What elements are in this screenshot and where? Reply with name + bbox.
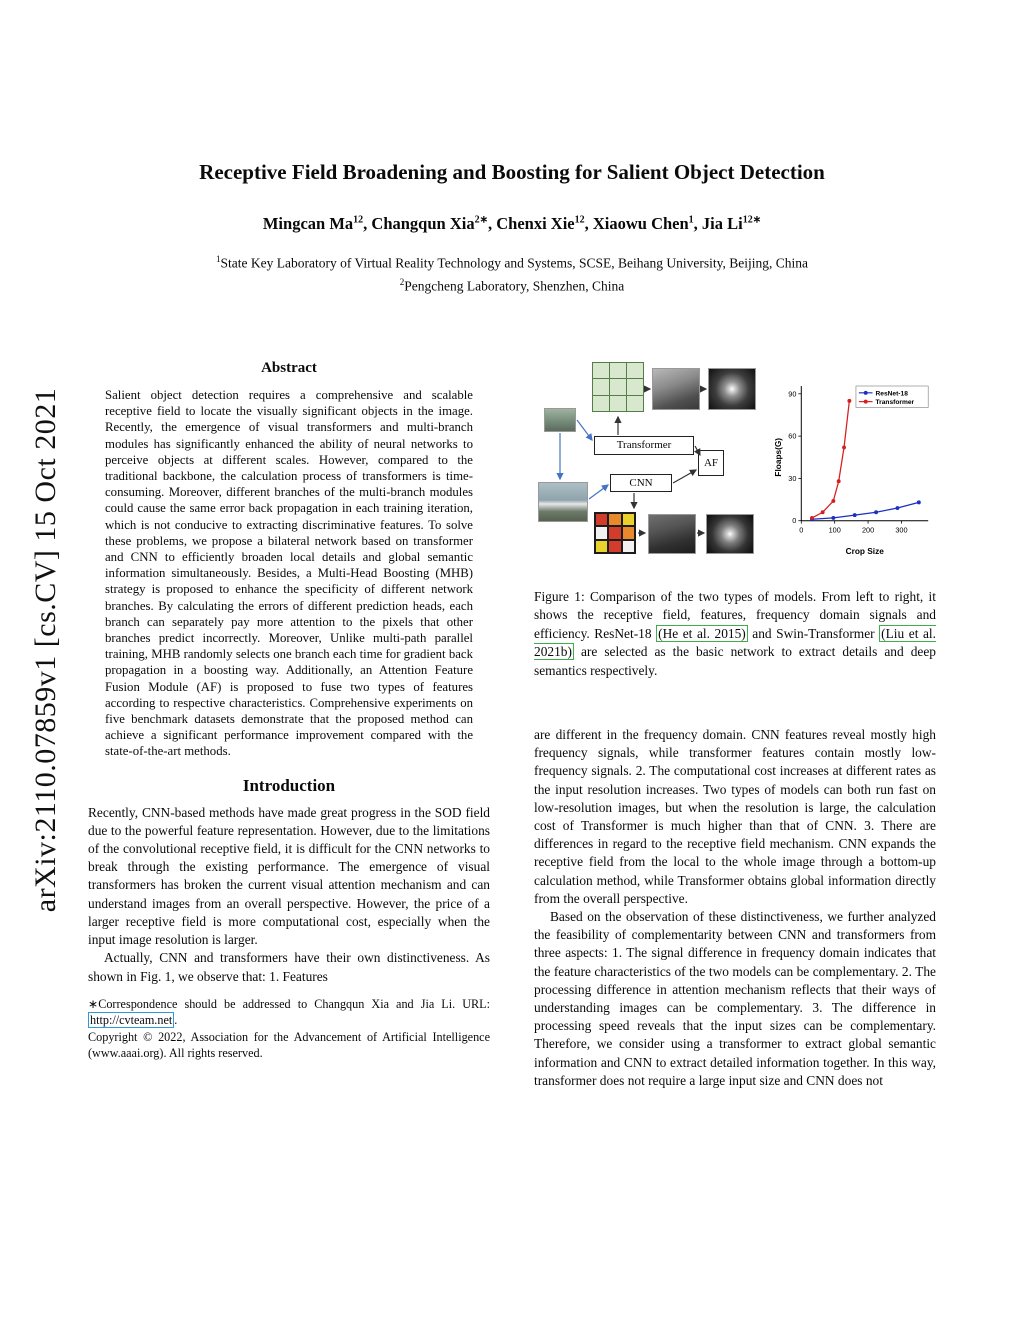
copyright-text: Copyright © 2022, Association for the Advancement of Artificial Intelligence (www.aaai.org). All rights reserved.	[88, 1029, 490, 1060]
author-affil-sup: 12	[353, 214, 364, 226]
right-column	[534, 362, 936, 1090]
author-name: , Xiaowu Chen	[584, 214, 689, 233]
svg-text:0: 0	[792, 516, 797, 526]
author-name: , Jia Li	[693, 214, 743, 233]
abstract-heading: Abstract	[261, 360, 317, 376]
svg-text:ResNet-18: ResNet-18	[875, 390, 908, 398]
svg-text:0: 0	[799, 525, 804, 535]
svg-text:200: 200	[861, 525, 875, 535]
intro-paragraph-2: Actually, CNN and transformers have their own distinctiveness. As shown in Fig. 1, we observe that: 1. Features	[88, 950, 490, 984]
affiliation-line	[90, 250, 934, 273]
svg-text:90: 90	[788, 389, 797, 399]
cnn-box: CNN	[610, 474, 672, 492]
citation-liu-2021b[interactable]: (Liu et al. 2021b)	[534, 625, 936, 660]
svg-text:100: 100	[828, 525, 841, 535]
svg-text:60: 60	[788, 431, 797, 441]
model-comparison-diagram	[534, 362, 770, 574]
figure-1	[534, 362, 936, 580]
caption-text: Figure 1: Comparison of the two types of models. From left to right, it shows the receptive field, features, frequency domain signals and efficiency. ResNet-18	[534, 589, 936, 641]
author-affil-sup: 12∗	[742, 214, 762, 226]
svg-text:Floaps(G): Floaps(G)	[772, 437, 783, 477]
affiliation-line	[90, 273, 934, 296]
efficiency-line-chart	[772, 370, 936, 566]
caption-text: are selected as the basic network to extract details and deep semantics respectively.	[534, 644, 936, 678]
body-paragraph-continued: are different in the frequency domain. CNN features reveal mostly high frequency signals, while transformer features contain mostly low-frequency signals. 2. The computational cost increases at different rates as the input resolution increases. Two types of models can both run fast on low-resolution images, but when the resolution is large, the calculation cost of Transformer is much higher than that of CNN. 3. There are differences in regard to the receptive field mechanism. CNN expands the receptive field from the local to the whole image through a bottom-up calculation method, while Transformer obtains global information directly from the overall perspective.	[534, 727, 936, 906]
svg-text:30: 30	[788, 473, 797, 483]
author-affil-sup: 2∗	[474, 214, 488, 226]
author-name: , Chenxi Xie	[487, 214, 575, 233]
affiliation-text: State Key Laboratory of Virtual Reality Technology and Systems, SCSE, Beihang University, Beijing, China	[220, 255, 808, 271]
transformer-box: Transformer	[594, 436, 694, 455]
abstract-text: Salient object detection requires a comprehensive and scalable receptive field to locate the visually significant objects in the image. Recently, the emergence of visual transformers and multi-branch modules has significantly enhanced the ability of neural networks to perceive objects at different scales. However, compared to the traditional backbone, the calculation process of transformers is time-consuming. Moreover, different branches of the multi-branch modules could cause the same error back propagation in each training iteration, which is not conducive to extracting discriminative features. To solve these problems, we propose a bilateral network based on transformer and CNN to efficiently broaden local details and global semantic information simultaneously. Besides, a Multi-Head Boosting (MHB) strategy is proposed to enhance the specificity of different network branches. By calculating the errors of different prediction heads, each branch can separately pay more attention to the pixels that other branches predict incorrectly. Moreover, Unlike multi-path parallel training, MHB randomly selects one branch each time for gradient back propagation in a boosting way. Additionally, an Attention Feature Fusion Module (AF) is proposed to fuse two types of features according to respective characteristics. Comprehensive experiments on five benchmark datasets demonstrate that the proposed method can achieve a significant performance improvement compared with the state-of-the-art methods.	[105, 388, 473, 759]
figure-1-caption	[534, 588, 936, 680]
introduction-heading: Introduction	[242, 775, 336, 795]
footnote-text: ∗Correspondence should be addressed to Changqun Xia and Jia Li. URL:	[88, 996, 490, 1011]
paper-title: Receptive Field Broadening and Boosting for Salient Object Detection	[199, 160, 825, 184]
svg-text:300: 300	[895, 525, 908, 535]
affiliation-sup: 1	[216, 254, 221, 264]
diagram-arrows	[534, 362, 770, 574]
caption-text: and Swin-Transformer	[747, 625, 880, 641]
cvteam-url-link[interactable]: http://cvteam.net	[90, 1013, 173, 1028]
author-name: Mingcan Ma	[262, 214, 354, 233]
footnote-text: .	[174, 1013, 178, 1028]
affiliation-text: Pengcheng Laboratory, Shenzhen, China	[404, 278, 625, 293]
body-paragraph-observation: Based on the observation of these distinctiveness, we further analyzed the feasibility of complementarity between CNN and transformers from three aspects: 1. The signal difference in frequency domain indicates that the feature characteristics of the two models can be complementary. 2. The processing difference in attention mechanism reflects that their ways of understanding images can be complementary. 3. The difference in processing speed reveals that the input sizes can be complementary. Therefore, we consider using a transformer to extract global semantic information and CNN to extract detailed information together. In this way, transformer does not require a large input size and CNN does not	[534, 909, 936, 1088]
affiliations	[90, 250, 934, 295]
author-line	[90, 214, 934, 234]
svg-text:Transformer: Transformer	[875, 399, 915, 407]
affiliation-sup: 2	[399, 276, 405, 287]
author-affil-sup: 12	[574, 214, 585, 226]
intro-paragraph-1: Recently, CNN-based methods have made great progress in the SOD field due to the powerful feature representation. However, due to the limitations of the convolutional receptive field, it is difficult for the CNN networks to break through the existing performance. The emergence of visual transformers has broken the current visual attention mechanism and can understand images from an overall perspective. However, the price of a larger receptive field is more computational cost, especially when the input image resolution is larger.	[88, 804, 490, 948]
attention-fusion-box: AF	[698, 450, 724, 476]
author-name: , Changqun Xia	[363, 214, 475, 233]
author-affil-sup: 1	[688, 214, 694, 226]
citation-he-2015[interactable]: (He et al. 2015)	[658, 625, 746, 641]
arxiv-watermark: arXiv:2110.07859v1 [cs.CV] 15 Oct 2021	[29, 387, 62, 913]
footnote	[88, 996, 490, 1062]
left-column	[88, 360, 490, 1061]
svg-text:Crop Size: Crop Size	[845, 545, 884, 556]
